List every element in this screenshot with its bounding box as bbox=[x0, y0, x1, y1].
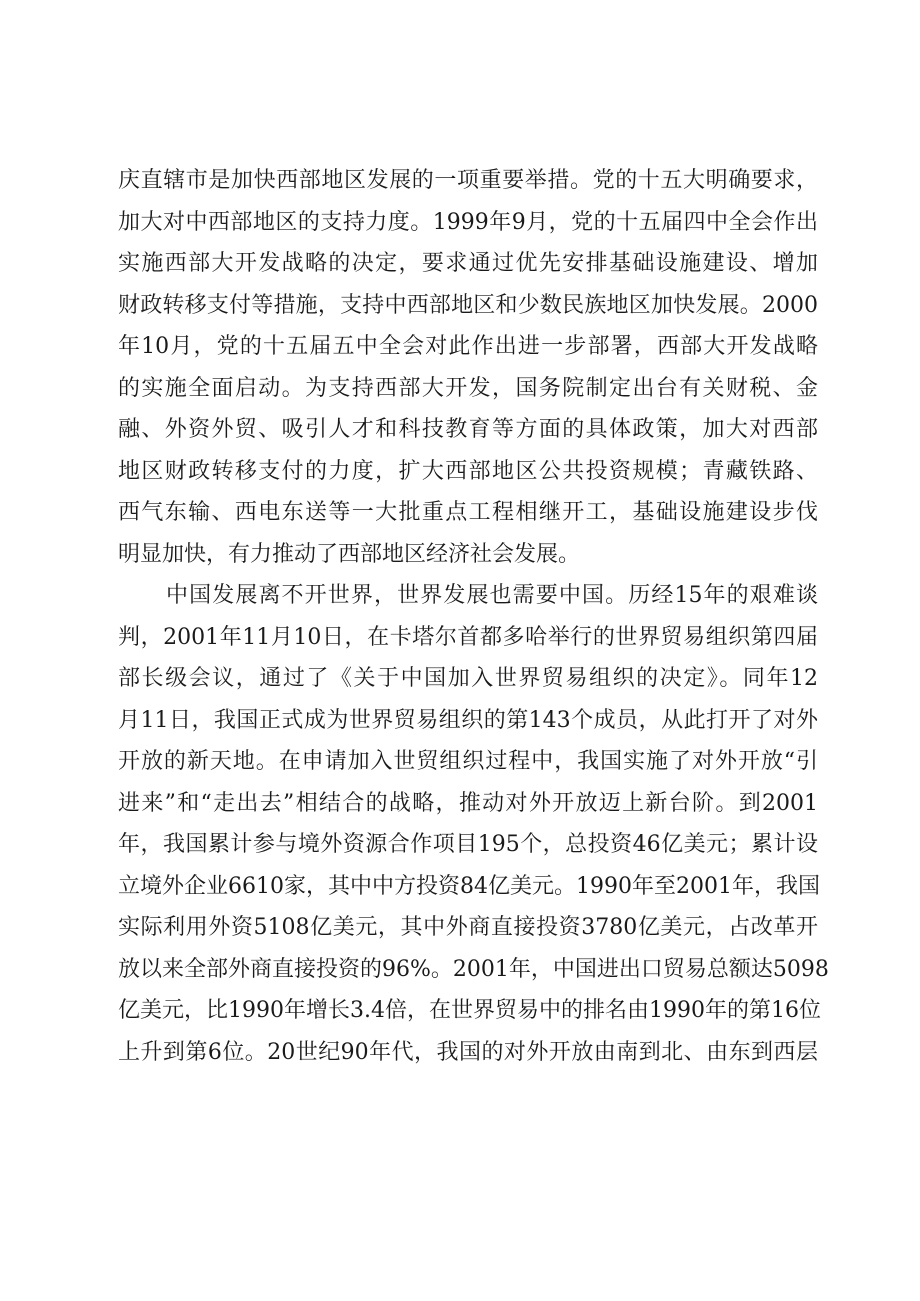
text-line: 西气东输、西电东送等一大批重点工程相继开工，基础设施建设步伐 bbox=[118, 500, 818, 525]
text-line: 放以来全部外商直接投资的96%。2001年，中国进出口贸易总额达5098 bbox=[118, 956, 829, 982]
text-line: 财政转移支付等措施，支持中西部地区和少数民族地区加快发展。2000 bbox=[118, 292, 818, 318]
paragraph-western-development bbox=[118, 160, 818, 575]
paragraph-wto-accession bbox=[118, 575, 829, 1073]
text-line: 判，2001年11月10日，在卡塔尔首都多哈举行的世界贸易组织第四届 bbox=[118, 624, 818, 650]
text-line: 明显加快，有力推动了西部地区经济社会发展。 bbox=[118, 541, 581, 567]
text-line: 亿美元，比1990年增长3.4倍，在世界贸易中的排名由1990年的第16位 bbox=[118, 998, 821, 1023]
text-line: 年，我国累计参与境外资源合作项目195个，总投资46亿美元；累计设 bbox=[118, 832, 818, 857]
body-text bbox=[118, 160, 829, 1073]
text-line: 立境外企业6610家，其中中方投资84亿美元。1990年至2001年，我国 bbox=[118, 873, 820, 899]
text-line: 开放的新天地。在申请加入世贸组织过程中，我国实施了对外开放“引 bbox=[118, 749, 818, 774]
text-line: 庆直辖市是加快西部地区发展的一项重要举措。党的十五大明确要求， bbox=[118, 168, 818, 193]
text-line: 月11日，我国正式成为世界贸易组织的第143个成员，从此打开了对外 bbox=[118, 707, 818, 733]
text-line: 上升到第6位。20世纪90年代，我国的对外开放由南到北、由东到西层 bbox=[118, 1039, 818, 1065]
text-line: 进来”和“走出去”相结合的战略，推动对外开放迈上新台阶。到2001 bbox=[118, 790, 818, 816]
text-line: 实施西部大开发战略的决定，要求通过优先安排基础设施建设、增加 bbox=[118, 251, 818, 276]
text-line: 融、外资外贸、吸引人才和科技教育等方面的具体政策，加大对西部 bbox=[118, 417, 818, 442]
text-line: 年10月，党的十五届五中全会对此作出进一步部署，西部大开发战略 bbox=[118, 334, 818, 359]
text-line: 中国发展离不开世界，世界发展也需要中国。历经15年的艰难谈 bbox=[166, 583, 818, 608]
text-line: 的实施全面启动。为支持西部大开发，国务院制定出台有关财税、金 bbox=[118, 375, 818, 401]
text-line: 部长级会议，通过了《关于中国加入世界贸易组织的决定》。同年12 bbox=[118, 666, 818, 691]
text-line: 加大对中西部地区的支持力度。1999年9月，党的十五届四中全会作出 bbox=[118, 209, 818, 235]
text-line: 地区财政转移支付的力度，扩大西部地区公共投资规模；青藏铁路、 bbox=[118, 458, 818, 484]
text-line: 实际利用外资5108亿美元，其中外商直接投资3780亿美元，占改革开 bbox=[118, 915, 818, 940]
